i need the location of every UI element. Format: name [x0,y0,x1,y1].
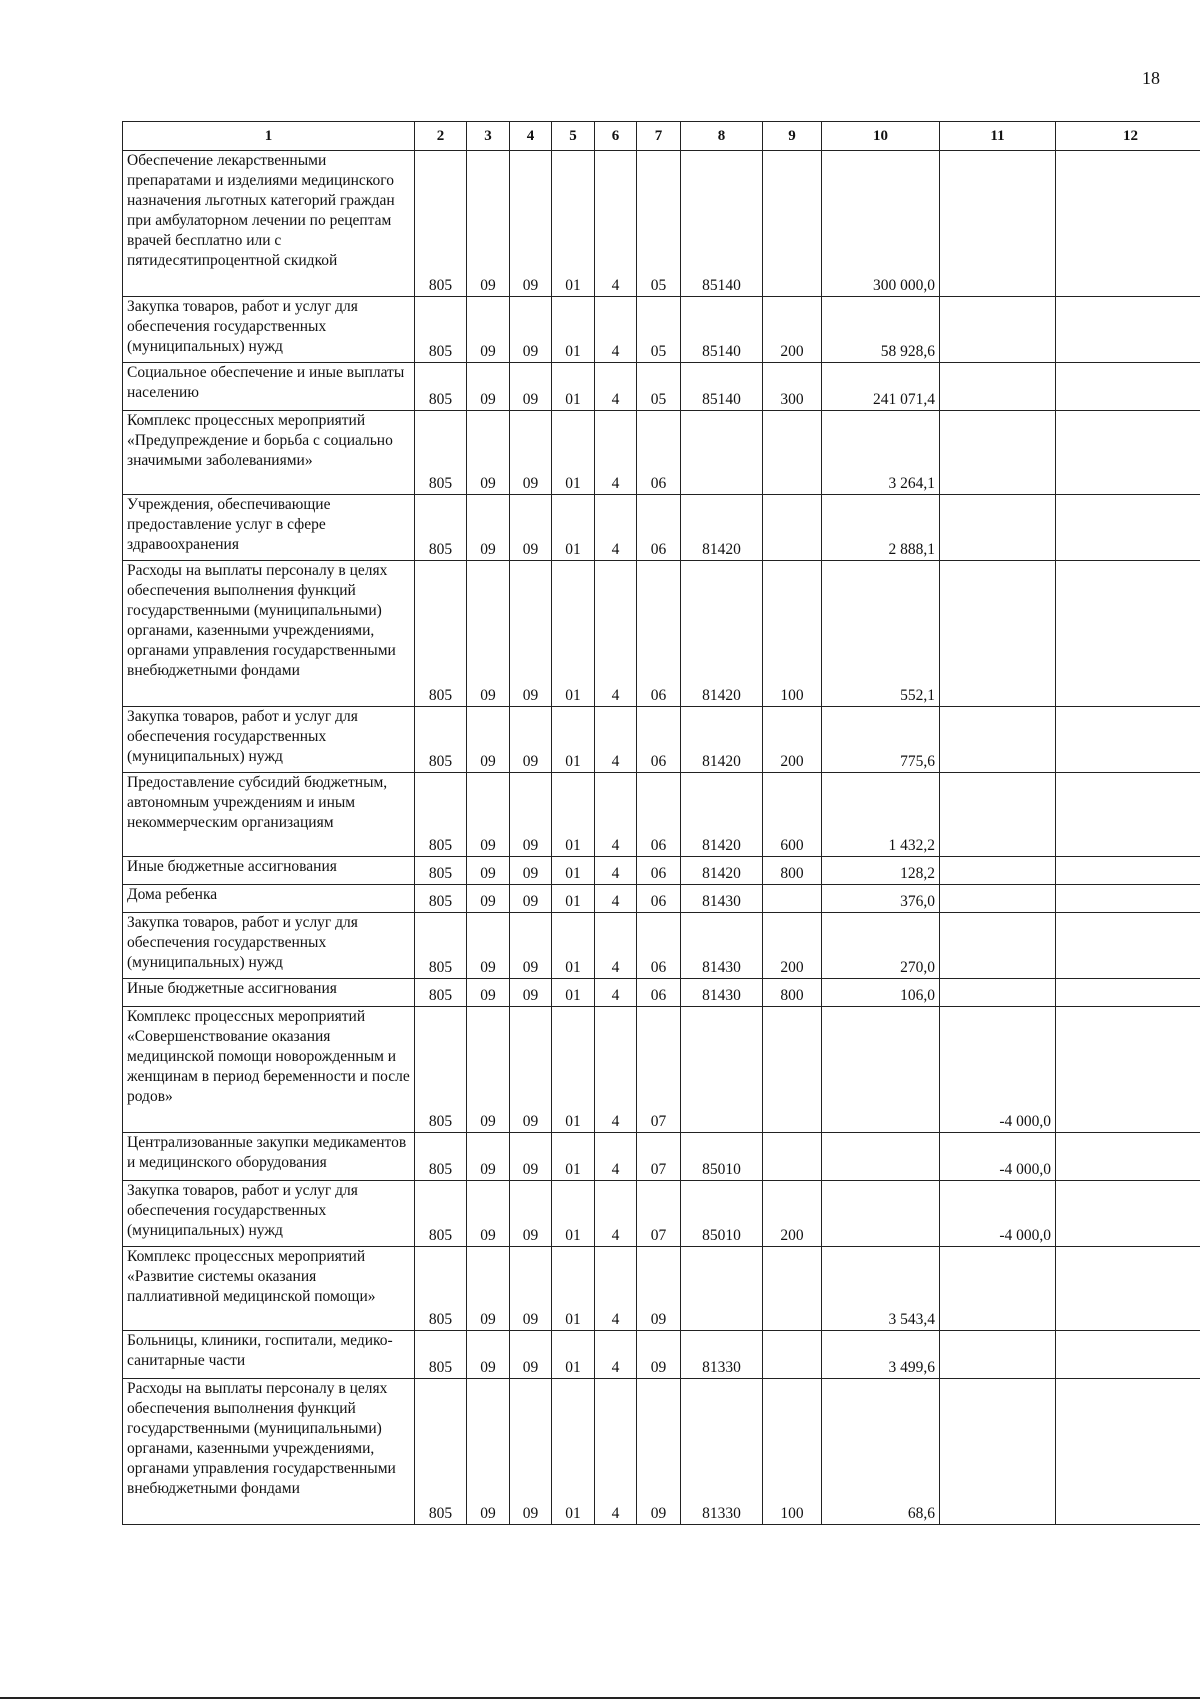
cell-col-6: 4 [595,495,637,561]
cell-col-3: 09 [467,1247,510,1331]
cell-col-7: 05 [637,151,681,297]
cell-col-3: 09 [467,561,510,707]
cell-col-2: 805 [415,1379,467,1525]
cell-col-6: 4 [595,885,637,913]
cell-col-7: 06 [637,913,681,979]
cell-col-5: 01 [552,1331,595,1379]
page-number: 18 [1142,68,1160,88]
cell-col-2: 805 [415,1247,467,1331]
cell-col-8: 85140 [681,297,763,363]
cell-col-8: 81330 [681,1379,763,1525]
row-description: Закупка товаров, работ и услуг для обеспечения государственных (муниципальных) нужд [123,707,415,773]
cell-col-4: 09 [510,707,552,773]
row-description: Дома ребенка [123,885,415,913]
cell-col-8: 81420 [681,773,763,857]
cell-col-4: 09 [510,1007,552,1133]
cell-col-7: 06 [637,495,681,561]
cell-col-6: 4 [595,363,637,411]
row-description: Иные бюджетные ассигнования [123,857,415,885]
cell-col-10-amount: 376,0 [822,885,940,913]
cell-col-11-amount [940,885,1056,913]
cell-col-12 [1056,297,1200,363]
cell-col-2: 805 [415,297,467,363]
cell-col-7: 07 [637,1133,681,1181]
cell-col-3: 09 [467,1133,510,1181]
cell-col-5: 01 [552,297,595,363]
cell-col-4: 09 [510,773,552,857]
column-header: 7 [637,122,681,151]
cell-col-11-amount [940,363,1056,411]
table-row [123,913,1200,979]
row-description: Централизованные закупки медикаментов и медицинского оборудования [123,1133,415,1181]
cell-col-12 [1056,495,1200,561]
cell-col-9: 600 [763,773,822,857]
cell-col-7: 06 [637,979,681,1007]
cell-col-9 [763,885,822,913]
cell-col-8: 81420 [681,857,763,885]
column-header: 6 [595,122,637,151]
cell-col-3: 09 [467,913,510,979]
cell-col-8: 81330 [681,1331,763,1379]
cell-col-3: 09 [467,1331,510,1379]
cell-col-11-amount [940,913,1056,979]
column-header: 3 [467,122,510,151]
cell-col-6: 4 [595,151,637,297]
cell-col-3: 09 [467,773,510,857]
cell-col-7: 05 [637,297,681,363]
table-row [123,1133,1200,1181]
cell-col-9: 100 [763,1379,822,1525]
cell-col-8 [681,1007,763,1133]
row-description: Расходы на выплаты персоналу в целях обеспечения выполнения функций государственными (муниципальными) органами, казенными учреждениями, органами управления государственными внебюджетными фондами [123,561,415,707]
cell-col-6: 4 [595,411,637,495]
cell-col-10-amount: 300 000,0 [822,151,940,297]
cell-col-8: 85010 [681,1181,763,1247]
cell-col-5: 01 [552,707,595,773]
cell-col-8 [681,1247,763,1331]
cell-col-11-amount: -4 000,0 [940,1181,1056,1247]
table-row [123,1181,1200,1247]
table-row [123,773,1200,857]
cell-col-4: 09 [510,979,552,1007]
cell-col-5: 01 [552,857,595,885]
cell-col-11-amount [940,411,1056,495]
cell-col-7: 06 [637,561,681,707]
cell-col-4: 09 [510,561,552,707]
row-description: Предоставление субсидий бюджетным, автономным учреждениям и иным некоммерческим организациям [123,773,415,857]
cell-col-2: 805 [415,773,467,857]
cell-col-6: 4 [595,1331,637,1379]
cell-col-11-amount: -4 000,0 [940,1133,1056,1181]
cell-col-9: 100 [763,561,822,707]
cell-col-9 [763,1331,822,1379]
cell-col-11-amount: -4 000,0 [940,1007,1056,1133]
cell-col-7: 06 [637,707,681,773]
cell-col-12 [1056,773,1200,857]
header-row [123,122,1200,151]
row-description: Комплекс процессных мероприятий «Совершенствование оказания медицинской помощи новорожденным и женщинам в период беременности и после родов» [123,1007,415,1133]
cell-col-2: 805 [415,363,467,411]
cell-col-2: 805 [415,495,467,561]
cell-col-5: 01 [552,1007,595,1133]
column-header: 11 [940,122,1056,151]
cell-col-10-amount [822,1133,940,1181]
cell-col-12 [1056,363,1200,411]
cell-col-7: 06 [637,857,681,885]
budget-table [122,121,1200,1525]
row-description: Учреждения, обеспечивающие предоставление услуг в сфере здравоохранения [123,495,415,561]
cell-col-5: 01 [552,151,595,297]
cell-col-9: 800 [763,979,822,1007]
cell-col-2: 805 [415,857,467,885]
cell-col-11-amount [940,707,1056,773]
cell-col-12 [1056,1379,1200,1525]
row-description: Больницы, клиники, госпитали, медико-санитарные части [123,1331,415,1379]
table-row [123,151,1200,297]
cell-col-11-amount [940,979,1056,1007]
cell-col-8: 85140 [681,151,763,297]
column-header: 2 [415,122,467,151]
column-header: 12 [1056,122,1200,151]
cell-col-7: 06 [637,411,681,495]
cell-col-6: 4 [595,1247,637,1331]
cell-col-10-amount: 3 543,4 [822,1247,940,1331]
cell-col-8: 81420 [681,495,763,561]
cell-col-12 [1056,979,1200,1007]
cell-col-3: 09 [467,1379,510,1525]
cell-col-10-amount: 1 432,2 [822,773,940,857]
cell-col-5: 01 [552,1379,595,1525]
cell-col-12 [1056,1181,1200,1247]
column-header: 1 [123,122,415,151]
row-description: Закупка товаров, работ и услуг для обеспечения государственных (муниципальных) нужд [123,1181,415,1247]
cell-col-10-amount [822,1181,940,1247]
cell-col-10-amount: 128,2 [822,857,940,885]
table-row [123,1379,1200,1525]
table-row [123,1247,1200,1331]
cell-col-10-amount: 270,0 [822,913,940,979]
cell-col-12 [1056,151,1200,297]
cell-col-6: 4 [595,913,637,979]
cell-col-12 [1056,561,1200,707]
cell-col-4: 09 [510,913,552,979]
cell-col-6: 4 [595,1181,637,1247]
table-row [123,363,1200,411]
cell-col-4: 09 [510,1331,552,1379]
cell-col-7: 06 [637,885,681,913]
cell-col-4: 09 [510,495,552,561]
cell-col-8: 81430 [681,885,763,913]
cell-col-11-amount [940,151,1056,297]
cell-col-7: 09 [637,1247,681,1331]
cell-col-4: 09 [510,1181,552,1247]
cell-col-2: 805 [415,561,467,707]
cell-col-2: 805 [415,707,467,773]
cell-col-11-amount [940,1247,1056,1331]
cell-col-7: 09 [637,1379,681,1525]
cell-col-4: 09 [510,885,552,913]
cell-col-5: 01 [552,1247,595,1331]
cell-col-9: 200 [763,1181,822,1247]
column-header: 4 [510,122,552,151]
cell-col-10-amount: 552,1 [822,561,940,707]
cell-col-9: 300 [763,363,822,411]
cell-col-3: 09 [467,885,510,913]
cell-col-10-amount: 3 264,1 [822,411,940,495]
row-description: Закупка товаров, работ и услуг для обеспечения государственных (муниципальных) нужд [123,913,415,979]
column-header: 10 [822,122,940,151]
cell-col-12 [1056,885,1200,913]
cell-col-10-amount [822,1007,940,1133]
table-row [123,411,1200,495]
cell-col-2: 805 [415,411,467,495]
cell-col-9 [763,495,822,561]
cell-col-6: 4 [595,773,637,857]
cell-col-5: 01 [552,363,595,411]
cell-col-12 [1056,857,1200,885]
cell-col-11-amount [940,495,1056,561]
cell-col-9: 800 [763,857,822,885]
cell-col-9: 200 [763,297,822,363]
cell-col-5: 01 [552,561,595,707]
cell-col-11-amount [940,1379,1056,1525]
cell-col-5: 01 [552,411,595,495]
table-row [123,297,1200,363]
cell-col-7: 07 [637,1181,681,1247]
table-row [123,1007,1200,1133]
cell-col-8: 81430 [681,979,763,1007]
cell-col-4: 09 [510,411,552,495]
cell-col-8 [681,411,763,495]
cell-col-4: 09 [510,857,552,885]
cell-col-5: 01 [552,885,595,913]
cell-col-11-amount [940,857,1056,885]
cell-col-10-amount: 2 888,1 [822,495,940,561]
cell-col-2: 805 [415,885,467,913]
cell-col-8: 85140 [681,363,763,411]
cell-col-9 [763,1133,822,1181]
cell-col-12 [1056,1247,1200,1331]
cell-col-4: 09 [510,151,552,297]
cell-col-10-amount: 775,6 [822,707,940,773]
cell-col-6: 4 [595,561,637,707]
column-header: 5 [552,122,595,151]
cell-col-10-amount: 106,0 [822,979,940,1007]
table-row [123,707,1200,773]
cell-col-2: 805 [415,913,467,979]
cell-col-3: 09 [467,1007,510,1133]
cell-col-2: 805 [415,1007,467,1133]
cell-col-5: 01 [552,1133,595,1181]
cell-col-12 [1056,707,1200,773]
cell-col-7: 05 [637,363,681,411]
cell-col-10-amount: 58 928,6 [822,297,940,363]
cell-col-2: 805 [415,1133,467,1181]
table-body [123,151,1200,1525]
cell-col-4: 09 [510,363,552,411]
cell-col-2: 805 [415,151,467,297]
cell-col-3: 09 [467,495,510,561]
cell-col-11-amount [940,1331,1056,1379]
row-description: Комплекс процессных мероприятий «Развитие системы оказания паллиативной медицинской помощи» [123,1247,415,1331]
cell-col-6: 4 [595,1133,637,1181]
cell-col-10-amount: 241 071,4 [822,363,940,411]
row-description: Комплекс процессных мероприятий «Предупреждение и борьба с социально значимыми заболеваниями» [123,411,415,495]
row-description: Обеспечение лекарственными препаратами и изделиями медицинского назначения льготных категорий граждан при амбулаторном лечении по рецептам врачей бесплатно или с пятидесятипроцентной скидкой [123,151,415,297]
cell-col-3: 09 [467,979,510,1007]
cell-col-12 [1056,1007,1200,1133]
table-row [123,885,1200,913]
cell-col-3: 09 [467,1181,510,1247]
cell-col-9 [763,151,822,297]
row-description: Расходы на выплаты персоналу в целях обеспечения выполнения функций государственными (муниципальными) органами, казенными учреждениями, органами управления государственными внебюджетными фондами [123,1379,415,1525]
cell-col-12 [1056,411,1200,495]
cell-col-6: 4 [595,707,637,773]
row-description: Закупка товаров, работ и услуг для обеспечения государственных (муниципальных) нужд [123,297,415,363]
cell-col-3: 09 [467,363,510,411]
page-bottom-rule [0,1697,1200,1699]
cell-col-8: 81420 [681,561,763,707]
cell-col-9 [763,1247,822,1331]
row-description: Социальное обеспечение и иные выплаты населению [123,363,415,411]
cell-col-7: 06 [637,773,681,857]
cell-col-3: 09 [467,707,510,773]
cell-col-3: 09 [467,297,510,363]
cell-col-12 [1056,913,1200,979]
cell-col-7: 07 [637,1007,681,1133]
cell-col-8: 81420 [681,707,763,773]
cell-col-12 [1056,1133,1200,1181]
table-row [123,561,1200,707]
cell-col-11-amount [940,297,1056,363]
cell-col-4: 09 [510,1379,552,1525]
cell-col-8: 85010 [681,1133,763,1181]
table-row [123,1331,1200,1379]
cell-col-9: 200 [763,707,822,773]
cell-col-7: 09 [637,1331,681,1379]
cell-col-5: 01 [552,495,595,561]
column-header: 9 [763,122,822,151]
cell-col-3: 09 [467,857,510,885]
cell-col-10-amount: 68,6 [822,1379,940,1525]
cell-col-11-amount [940,561,1056,707]
cell-col-4: 09 [510,1133,552,1181]
cell-col-8: 81430 [681,913,763,979]
cell-col-6: 4 [595,1379,637,1525]
cell-col-6: 4 [595,1007,637,1133]
cell-col-6: 4 [595,979,637,1007]
cell-col-3: 09 [467,151,510,297]
cell-col-6: 4 [595,297,637,363]
cell-col-5: 01 [552,913,595,979]
cell-col-9 [763,411,822,495]
cell-col-5: 01 [552,979,595,1007]
cell-col-5: 01 [552,1181,595,1247]
cell-col-2: 805 [415,979,467,1007]
cell-col-11-amount [940,773,1056,857]
cell-col-9: 200 [763,913,822,979]
cell-col-4: 09 [510,297,552,363]
cell-col-10-amount: 3 499,6 [822,1331,940,1379]
row-description: Иные бюджетные ассигнования [123,979,415,1007]
table-row [123,857,1200,885]
cell-col-5: 01 [552,773,595,857]
cell-col-12 [1056,1331,1200,1379]
cell-col-3: 09 [467,411,510,495]
cell-col-2: 805 [415,1331,467,1379]
cell-col-6: 4 [595,857,637,885]
column-header: 8 [681,122,763,151]
cell-col-4: 09 [510,1247,552,1331]
cell-col-9 [763,1007,822,1133]
table-row [123,495,1200,561]
table-row [123,979,1200,1007]
cell-col-2: 805 [415,1181,467,1247]
